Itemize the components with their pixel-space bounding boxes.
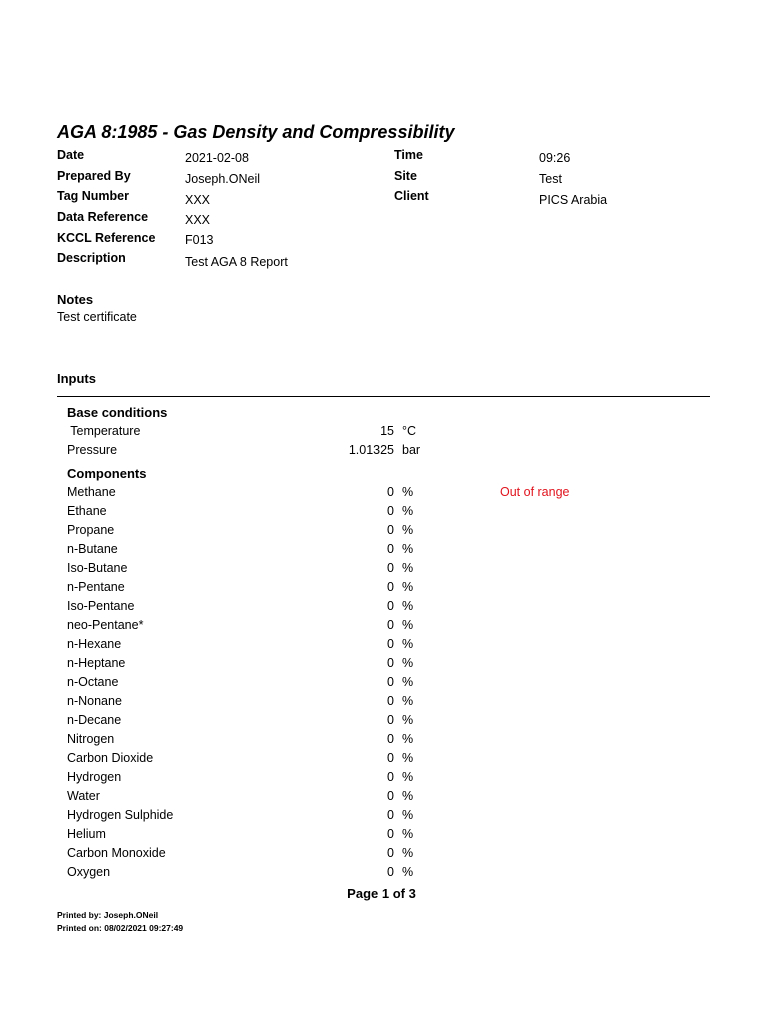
component-name: n-Heptane [67,656,126,670]
component-unit: % [402,846,414,860]
component-unit: % [402,770,414,784]
component-unit: % [402,580,414,594]
component-value: 0 [387,865,394,879]
component-row [0,618,768,637]
component-value: 0 [387,599,394,613]
component-row [0,732,768,751]
component-value: 0 [387,827,394,841]
component-row [0,694,768,713]
date-label: Date [57,148,85,162]
component-unit: % [402,504,414,518]
component-value: 0 [387,846,394,860]
base-condition-value: 1.01325 [348,443,394,457]
component-name: Hydrogen Sulphide [67,808,174,822]
prepared-by-value: Joseph.ONeil [185,172,261,186]
component-name: Ethane [67,504,107,518]
base-condition-label: Pressure [67,443,118,457]
component-name: Nitrogen [67,732,115,746]
inputs-heading: Inputs [57,371,96,386]
description-label: Description [57,251,126,265]
component-unit: % [402,713,414,727]
base-condition-row [0,443,768,462]
component-name: neo-Pentane* [67,618,144,632]
description-value: Test AGA 8 Report [185,255,288,269]
component-unit: % [402,485,414,499]
component-name: Carbon Monoxide [67,846,166,860]
component-name: Water [67,789,100,803]
component-unit: % [402,732,414,746]
page-number: Page 1 of 3 [347,886,416,901]
notes-text: Test certificate [57,310,137,324]
component-row [0,770,768,789]
component-value: 0 [387,618,394,632]
component-name: n-Nonane [67,694,122,708]
time-label: Time [394,148,423,162]
component-value: 0 [387,694,394,708]
component-row [0,637,768,656]
component-name: Propane [67,523,115,537]
component-value: 0 [387,523,394,537]
inputs-divider [57,396,710,397]
kccl-reference-label: KCCL Reference [57,231,156,245]
components-heading: Components [67,466,147,481]
component-name: Helium [67,827,106,841]
component-row [0,523,768,542]
component-unit: % [402,618,414,632]
prepared-by-label: Prepared By [57,169,131,183]
component-value: 0 [387,542,394,556]
component-row [0,713,768,732]
component-unit: % [402,751,414,765]
component-row [0,542,768,561]
printed-by: Printed by: Joseph.ONeil [57,910,159,920]
base-condition-unit: °C [402,424,417,438]
base-condition-value: 15 [380,424,394,438]
base-condition-unit: bar [402,443,421,457]
component-value: 0 [387,789,394,803]
component-row [0,865,768,884]
component-value: 0 [387,675,394,689]
component-value: 0 [387,808,394,822]
component-unit: % [402,789,414,803]
component-unit: % [402,865,414,879]
time-value: 09:26 [539,151,571,165]
site-value: Test [539,172,562,186]
component-name: Hydrogen [67,770,122,784]
component-row [0,789,768,808]
component-row [0,808,768,827]
site-label: Site [394,169,417,183]
notes-heading: Notes [57,292,94,307]
component-unit: % [402,523,414,537]
out-of-range-flag: Out of range [500,485,570,499]
report-title: AGA 8:1985 - Gas Density and Compressibility [57,122,455,142]
component-row [0,485,768,504]
component-unit: % [402,561,414,575]
component-row [0,846,768,865]
component-unit: % [402,827,414,841]
component-value: 0 [387,751,394,765]
component-unit: % [402,637,414,651]
component-name: n-Hexane [67,637,122,651]
component-value: 0 [387,713,394,727]
data-reference-value: XXX [185,213,211,227]
component-row [0,656,768,675]
component-name: Oxygen [67,865,111,879]
client-label: Client [394,189,429,203]
tag-number-value: XXX [185,193,211,207]
component-unit: % [402,542,414,556]
component-unit: % [402,599,414,613]
component-value: 0 [387,485,394,499]
component-name: Iso-Pentane [67,599,135,613]
component-value: 0 [387,637,394,651]
component-value: 0 [387,732,394,746]
kccl-reference-value: F013 [185,233,214,247]
component-unit: % [402,694,414,708]
component-value: 0 [387,770,394,784]
client-value: PICS Arabia [539,193,608,207]
base-conditions-heading: Base conditions [67,405,168,420]
component-unit: % [402,675,414,689]
date-value: 2021-02-08 [185,151,249,165]
component-value: 0 [387,656,394,670]
component-name: n-Octane [67,675,119,689]
component-row [0,580,768,599]
component-row [0,751,768,770]
component-row [0,599,768,618]
component-value: 0 [387,561,394,575]
component-row [0,675,768,694]
component-unit: % [402,656,414,670]
component-row [0,827,768,846]
component-unit: % [402,808,414,822]
tag-number-label: Tag Number [57,189,129,203]
component-name: Iso-Butane [67,561,128,575]
base-condition-row [0,424,768,443]
component-name: Methane [67,485,116,499]
component-name: n-Butane [67,542,118,556]
base-condition-label: Temperature [67,424,141,438]
component-name: n-Decane [67,713,122,727]
data-reference-label: Data Reference [57,210,149,224]
component-row [0,504,768,523]
component-value: 0 [387,580,394,594]
component-row [0,561,768,580]
component-value: 0 [387,504,394,518]
component-name: Carbon Dioxide [67,751,154,765]
component-name: n-Pentane [67,580,125,594]
printed-on: Printed on: 08/02/2021 09:27:49 [57,923,184,933]
